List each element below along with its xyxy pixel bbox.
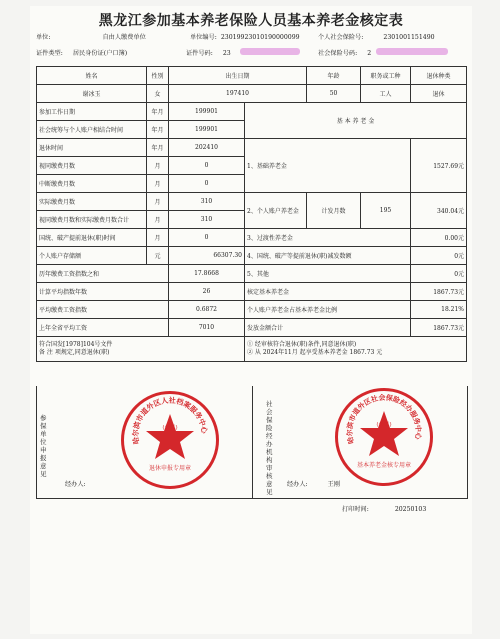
row-unit: 年月 bbox=[147, 139, 169, 157]
row-label: 社会统筹与个人账户相结合时间 bbox=[37, 121, 147, 139]
handler-label: 经办人: bbox=[287, 481, 308, 488]
col-header: 性别 bbox=[147, 67, 169, 85]
total-label: 核定基本养老金 bbox=[245, 283, 411, 301]
account-pension-value: 340.04元 bbox=[411, 193, 467, 229]
row-unit: 年月 bbox=[147, 103, 169, 121]
table-row bbox=[37, 193, 467, 211]
row-unit: 月 bbox=[147, 175, 169, 193]
row-value: 202410 bbox=[169, 139, 245, 157]
redaction-blur bbox=[240, 48, 300, 55]
ratio-label: 个人账户养老金占基本养老金比例 bbox=[245, 301, 411, 319]
row-value: 0 bbox=[169, 229, 245, 247]
remarks-left bbox=[37, 337, 245, 362]
handler-label: 经办人: bbox=[65, 481, 86, 488]
remarks-note: ① 经审核符合退休(职)条件,同意退休(职) bbox=[247, 341, 357, 348]
unit-label: 单位: bbox=[36, 34, 51, 41]
row-value: 0 bbox=[169, 175, 245, 193]
official-seal-left bbox=[121, 391, 219, 489]
col-header: 职务或工种 bbox=[361, 67, 411, 85]
other-label: 5、其他 bbox=[245, 265, 411, 283]
basic-pension-label: 1、基础养老金 bbox=[245, 139, 411, 193]
account-pension-label: 2、个人账户养老金 bbox=[245, 193, 307, 229]
table-row bbox=[37, 103, 467, 121]
total-value: 1867.73元 bbox=[411, 283, 467, 301]
ss-no-label: 社会保险号码: bbox=[318, 50, 358, 57]
remarks-text: 项规定,同意退休(职) bbox=[54, 349, 110, 356]
id-type-value: 居民身份证(户口簿) bbox=[72, 50, 128, 57]
remarks-row bbox=[37, 337, 467, 362]
row-unit: 月 bbox=[147, 229, 169, 247]
table-row bbox=[37, 139, 467, 157]
print-date-value: 20250103 bbox=[394, 506, 427, 513]
person-retire-type: 退休 bbox=[411, 85, 467, 103]
person-header-row bbox=[37, 67, 467, 85]
unit-no-value: 23019923010190000099 bbox=[220, 34, 300, 41]
col-header: 姓名 bbox=[37, 67, 147, 85]
row-value: 26 bbox=[169, 283, 245, 301]
remarks-text: 符合国发[1978]104号文件 bbox=[39, 341, 113, 348]
table-row bbox=[37, 319, 467, 337]
print-date bbox=[342, 504, 426, 513]
personal-no-field bbox=[318, 32, 435, 41]
unit-no-label: 单位编号: bbox=[190, 34, 217, 41]
seal-bottom-text: 基本养老金核专用章 bbox=[356, 462, 412, 469]
row-label: 视同缴费月数和实际缴费月数合计 bbox=[37, 211, 147, 229]
unit-field bbox=[36, 32, 146, 41]
row-value: 0 bbox=[169, 157, 245, 175]
pay-months-label: 计发月数 bbox=[307, 193, 361, 229]
basic-pension-value: 1527.69元 bbox=[411, 139, 467, 193]
row-label: 实际缴费月数 bbox=[37, 193, 147, 211]
table-row bbox=[37, 265, 467, 283]
reduce-label: 4、国统、破产等提前退休(职)减发数额 bbox=[245, 247, 411, 265]
right-approval-label: 社会保险经办机构审核意见 bbox=[266, 400, 273, 496]
issue-value: 1867.73元 bbox=[411, 319, 467, 337]
transition-pension-label: 3、过渡性养老金 bbox=[245, 229, 411, 247]
other-value: 0元 bbox=[411, 265, 467, 283]
row-unit: 月 bbox=[147, 157, 169, 175]
seal-center-text: (公章) bbox=[376, 422, 392, 428]
person-gender: 女 bbox=[147, 85, 169, 103]
row-label: 国统、破产提前退休(职)时间 bbox=[37, 229, 147, 247]
row-label: 参加工作日期 bbox=[37, 103, 147, 121]
seal-center-text: (公章) bbox=[162, 425, 178, 431]
row-value: 199901 bbox=[169, 121, 245, 139]
person-birth: 197410 bbox=[169, 85, 307, 103]
row-unit: 元 bbox=[147, 247, 169, 265]
table-row bbox=[37, 283, 467, 301]
section-title: 基 本 养 老 金 bbox=[245, 103, 467, 139]
person-job: 工人 bbox=[361, 85, 411, 103]
row-value: 199901 bbox=[169, 103, 245, 121]
id-no-value: 23 bbox=[222, 50, 231, 57]
transition-pension-value: 0.00元 bbox=[411, 229, 467, 247]
row-unit: 年月 bbox=[147, 121, 169, 139]
table-row bbox=[37, 247, 467, 265]
row-value: 17.8668 bbox=[169, 265, 245, 283]
ss-no-value: 2 bbox=[367, 50, 372, 57]
seal-ring-text: 哈尔滨市道外区人社档案服务中心 bbox=[130, 395, 210, 445]
seal-bottom-text: 退休申报专用章 bbox=[148, 465, 192, 472]
remarks-note: ② 从 2024年11月 起享受基本养老金 1867.73 元 bbox=[247, 349, 383, 356]
left-approval-label: 参保单位申报意见 bbox=[40, 414, 47, 478]
handler-name: 王刚 bbox=[327, 481, 340, 488]
row-label: 个人账户存储额 bbox=[37, 247, 147, 265]
person-name: 谢冰玉 bbox=[37, 85, 147, 103]
form-sheet bbox=[30, 6, 472, 634]
issue-label: 发放金额合计 bbox=[245, 319, 411, 337]
personal-no-label: 个人社会保险号: bbox=[318, 34, 364, 41]
redaction-blur bbox=[376, 48, 448, 55]
id-type-field bbox=[36, 48, 127, 57]
row-unit: 月 bbox=[147, 193, 169, 211]
remarks-right bbox=[245, 337, 467, 362]
row-value: 310 bbox=[169, 211, 245, 229]
row-value: 0.6872 bbox=[169, 301, 245, 319]
person-age: 50 bbox=[307, 85, 361, 103]
unit-no-field bbox=[190, 32, 300, 41]
divider bbox=[252, 386, 253, 498]
pay-months-value: 195 bbox=[361, 193, 411, 229]
row-unit: 月 bbox=[147, 211, 169, 229]
row-label: 视同缴费月数 bbox=[37, 157, 147, 175]
id-no-field bbox=[186, 48, 231, 57]
left-handler bbox=[65, 479, 86, 488]
row-label: 退休时间 bbox=[37, 139, 147, 157]
col-header: 年龄 bbox=[307, 67, 361, 85]
pension-table bbox=[36, 66, 467, 362]
row-value: 310 bbox=[169, 193, 245, 211]
row-label: 计算平均指数年数 bbox=[37, 283, 169, 301]
print-date-label: 打印时间: bbox=[342, 506, 369, 513]
row-label: 历年缴费工资指数之和 bbox=[37, 265, 169, 283]
seal-ring-text: 哈尔滨市道外区社会保险经办服务中心 bbox=[345, 393, 423, 445]
row-label: 上年全省平均工资 bbox=[37, 319, 169, 337]
person-value-row bbox=[37, 85, 467, 103]
row-label: 平均缴费工资指数 bbox=[37, 301, 169, 319]
col-header: 出生日期 bbox=[169, 67, 307, 85]
form-title: 黑龙江参加基本养老保险人员基本养老金核定表 bbox=[98, 13, 404, 29]
table-row bbox=[37, 229, 467, 247]
ratio-value: 18.21% bbox=[411, 301, 467, 319]
col-header: 退休种类 bbox=[411, 67, 467, 85]
row-value: 7010 bbox=[169, 319, 245, 337]
personal-no-value: 2301001151490 bbox=[383, 34, 435, 41]
reduce-value: 0元 bbox=[411, 247, 467, 265]
right-handler bbox=[287, 479, 340, 488]
row-value: 66307.30 bbox=[169, 247, 245, 265]
ss-no-field bbox=[318, 48, 371, 57]
official-seal-right bbox=[335, 388, 433, 486]
remarks-text: 备 注 bbox=[39, 349, 53, 356]
table-row bbox=[37, 301, 467, 319]
approval-section bbox=[36, 386, 468, 499]
unit-value: 自由人缴费单位 bbox=[102, 34, 146, 41]
id-type-label: 证件类型: bbox=[36, 50, 63, 57]
id-no-label: 证件号码: bbox=[186, 50, 213, 57]
row-label: 中断缴费月数 bbox=[37, 175, 147, 193]
